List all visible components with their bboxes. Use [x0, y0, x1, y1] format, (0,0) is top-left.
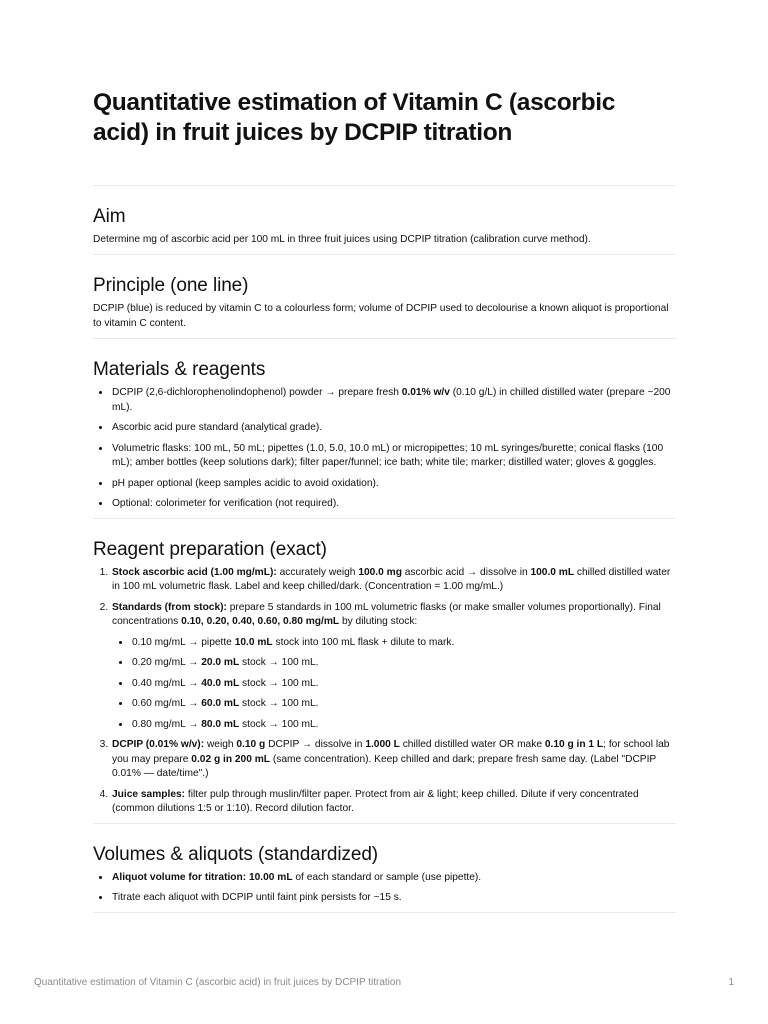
- list-item: [131, 636, 676, 651]
- prep-step: [111, 738, 676, 782]
- principle-text: DCPIP (blue) is reduced by vitamin C to a colourless form; volume of DCPIP used to decolourise a known aliquot is proportional to vitamin C content.: [93, 303, 669, 329]
- section-divider: [93, 823, 676, 824]
- text-span: ; for school lab you may prepare: [112, 739, 670, 765]
- materials-section: [93, 358, 676, 512]
- list-item: [131, 656, 676, 671]
- bold-text: 100.0 mL: [530, 566, 575, 578]
- text-span: stock → 100 mL.: [239, 718, 319, 730]
- text-span: ascorbic acid → dissolve in: [401, 566, 531, 578]
- text-span: DCPIP → dissolve in: [265, 739, 366, 750]
- text-span: DCPIP (2,6-dichlorophenolindophenol) powder → prepare fresh: [112, 387, 402, 398]
- aim-section: [93, 205, 676, 247]
- principle-section: [93, 274, 676, 331]
- text-span: of each standard or sample (use pipette).: [292, 871, 482, 883]
- principle-heading: Principle (one line): [93, 275, 249, 296]
- text-span: 0.20 mg/mL →: [132, 657, 202, 668]
- bold-text: Standards (from stock):: [112, 601, 227, 613]
- bold-text: 0.10, 0.20, 0.40, 0.60, 0.80 mg/mL: [181, 616, 340, 627]
- reagent-prep-heading: Reagent preparation (exact): [93, 538, 327, 560]
- list-item: [131, 677, 676, 692]
- volumes-heading: Volumes & aliquots (standardized): [93, 843, 379, 865]
- section-divider: [93, 254, 676, 255]
- bold-text: 0.10 g: [236, 739, 266, 750]
- page-number: 1: [728, 977, 734, 988]
- reagent-prep-steps: [93, 566, 676, 817]
- bold-text: 100.0 mg: [358, 566, 402, 578]
- aim-text: Determine mg of ascorbic acid per 100 mL in three fruit juices using DCPIP titration (calibration curve method).: [93, 234, 591, 245]
- text-span: (0.10 g/L) in chilled distilled water (prepare ~200 mL).: [112, 387, 671, 413]
- reagent-prep-section: [93, 538, 676, 817]
- list-item: • Optional: colorimeter for verification (not required).: [111, 497, 676, 512]
- materials-list: [93, 386, 676, 512]
- list-item: • Volumetric flasks: 100 mL, 50 mL; pipettes (1.0, 5.0, 10.0 mL) or micropipettes; 10 mL syringes/burette; conical flasks (100 mL); amber bottles (keep solutions dark); filter paper/funnel; ice bath; white tile; marker; distilled water; gloves & goggles.: [111, 442, 676, 471]
- list-item: [111, 871, 676, 886]
- list-item: • pH paper optional (keep samples acidic to avoid oxidation).: [111, 477, 676, 492]
- section-divider: [93, 518, 676, 519]
- list-item: [111, 386, 676, 415]
- list-item: • Ascorbic acid pure standard (analytical grade).: [111, 421, 676, 436]
- text-span: 0.40 mg/mL →: [132, 677, 202, 689]
- prep-step: [111, 566, 676, 595]
- prep-step: [111, 788, 676, 817]
- volumes-section: [93, 843, 676, 906]
- text-span: stock → 100 mL.: [239, 657, 319, 668]
- text-span: by diluting stock:: [339, 616, 418, 627]
- bold-text: 60.0 mL: [201, 698, 240, 709]
- text-span: 0.60 mg/mL →: [132, 698, 202, 709]
- text-span: weigh: [204, 739, 237, 750]
- text-span: stock into 100 mL flask + dilute to mark.: [272, 636, 455, 648]
- bold-text: 40.0 mL: [201, 677, 240, 689]
- bold-text: 0.01% w/v: [401, 387, 450, 398]
- bold-text: Aliquot volume for titration: 10.00 mL: [112, 871, 293, 883]
- section-divider: [93, 185, 676, 186]
- bold-text: 10.0 mL: [234, 636, 273, 648]
- document-title: Quantitative estimation of Vitamin C (ascorbic acid) in fruit juices by DCPIP titration: [93, 89, 616, 146]
- text-span: stock → 100 mL.: [239, 677, 319, 689]
- bold-text: 20.0 mL: [201, 657, 240, 668]
- text-span: prepare 5 standards in 100 mL volumetric flasks (or make smaller volumes proportionally). Final concentrations: [112, 601, 661, 627]
- list-item: [131, 697, 676, 712]
- bold-text: 0.10 g in 1 L: [544, 739, 604, 750]
- bold-text: Juice samples:: [112, 788, 186, 800]
- section-divider: [93, 338, 676, 339]
- text-span: filter pulp through muslin/filter paper. Protect from air & light; keep chilled. Dilute if very concentrated (common dilutions 1:5 or 1:10). Record dilution factor.: [112, 788, 639, 814]
- text-span: 0.80 mg/mL →: [132, 718, 202, 730]
- standards-list: [112, 636, 676, 733]
- list-item: [131, 718, 676, 733]
- volumes-list: [93, 871, 676, 906]
- prep-step: [111, 601, 676, 733]
- text-span: stock → 100 mL.: [239, 698, 319, 709]
- text-span: (same concentration). Keep chilled and dark; prepare fresh same day. (Label "DCPIP 0.01% — date/time".): [112, 753, 657, 779]
- bold-text: 1.000 L: [365, 739, 400, 750]
- text-span: chilled distilled water in 100 mL volumetric flask. Label and keep chilled/dark. (Concentration = 1.00 mg/mL.): [112, 566, 671, 592]
- document-page: [93, 88, 676, 913]
- bold-text: Stock ascorbic acid (1.00 mg/mL):: [112, 566, 277, 578]
- section-divider: [93, 912, 676, 913]
- aim-heading: Aim: [93, 206, 126, 227]
- footer-title: Quantitative estimation of Vitamin C (ascorbic acid) in fruit juices by DCPIP titration: [34, 977, 402, 988]
- list-item: • Titrate each aliquot with DCPIP until faint pink persists for ~15 s.: [111, 891, 676, 906]
- bold-text: DCPIP (0.01% w/v):: [112, 739, 205, 750]
- bold-text: 80.0 mL: [201, 718, 240, 730]
- text-span: 0.10 mg/mL → pipette: [132, 636, 235, 648]
- page-footer: [34, 977, 734, 988]
- text-span: chilled distilled water OR make: [399, 739, 545, 750]
- materials-heading: Materials & reagents: [93, 359, 266, 380]
- text-span: accurately weigh: [276, 566, 359, 578]
- bold-text: 0.02 g in 200 mL: [191, 753, 270, 765]
